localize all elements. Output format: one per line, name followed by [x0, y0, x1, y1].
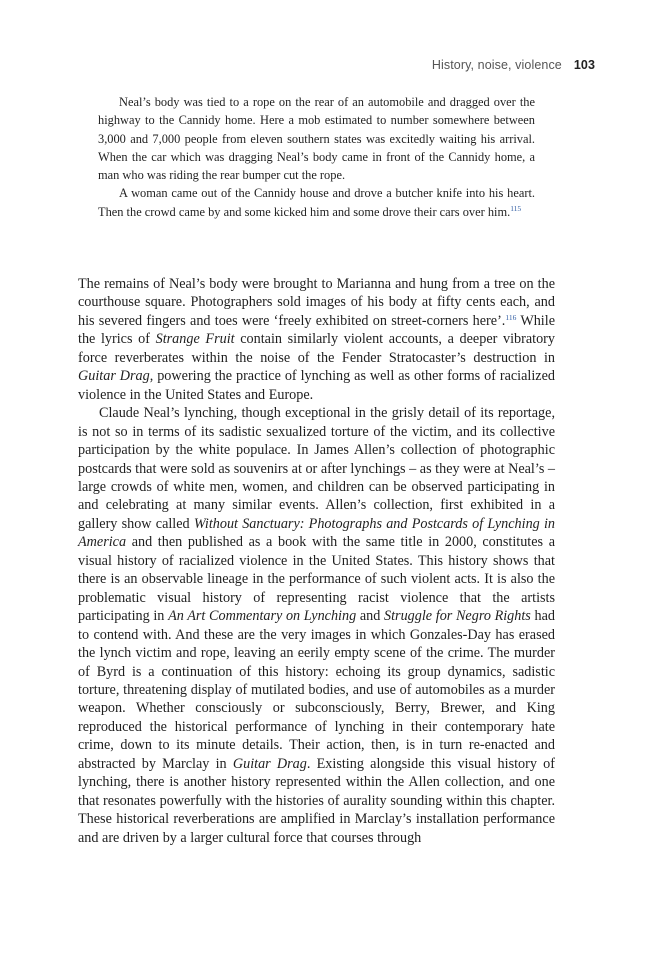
body-p2-e: . Existing alongside this visual history of lynching, there is another history represented within the Allen collection, and one that resonates powerfully with the histories of aurality sounding within this chapter. These historical reverberations are amplified in Marclay’s installation performance and are driven by a larger cultural force that courses through [78, 755, 555, 846]
body-p2-d: had to contend with. And these are the very images in which Gonzales-Day has erased the lynch victim and rope, leaving an eerily empty scene of the crime. The murder of Byrd is a continuation of this history: echoing its group dynamics, sadistic torture, threatening display of mutilated bodies, and use of automobiles as a murder weapon. Whether consciously or subconsciously, Berry, Brewer, and King reproduced the historical performance of lynching in their contemporary hate crime, down to its minute details. Their action, then, is in turn re-enacted and abstracted by Marclay in [78, 608, 555, 772]
body-p1-d: , powering the practice of lynching as well as other forms of racialized violence in the United States and Europe. [78, 368, 555, 403]
body-paragraph-2 [78, 404, 555, 847]
title-strange-fruit: Strange Fruit [155, 331, 235, 348]
body-p1-c: contain similarly violent accounts, a deeper vibratory force reverberates within the noise of the Fender Stratocaster’s destruction in [78, 331, 556, 366]
title-without-sanctuary: Without Sanctuary: Photographs and Postcards of Lynching in America [78, 515, 555, 551]
body-p2-a: Claude Neal’s lynching, though exceptional in the grisly detail of its reportage, is not so in terms of its sadistic sexualized torture of the victim, and its collective participation by the white populace. In James Allen’s collection of photographic postcards that were sold as souvenirs at or after lynchings – as they were at Neal’s – large crowds of white men, women, and children can be observed participating in and celebrating at many similar events. Allen’s collection, first exhibited in a gallery show called [78, 405, 555, 532]
title-guitar-drag-2: Guitar Drag [232, 755, 307, 772]
title-art-commentary: An Art Commentary on Lynching [168, 608, 357, 625]
quote-paragraph-1: Neal’s body was tied to a rope on the rear of an automobile and dragged over the highway to the Cannidy home. Here a mob estimated to number somewhere between 3,000 and 7,000 people from eleven southern states was excitedly waiting his arrival. When the car which was dragging Neal’s body came in front of the Cannidy home, a man who was riding the rear bumper cut the rope. [98, 95, 535, 183]
body-paragraph-1 [78, 275, 555, 404]
title-struggle-negro-rights: Struggle for Negro Rights [384, 608, 531, 625]
body-p1-a: The remains of Neal’s body were brought to Marianna and hung from a tree on the courthouse square. Photographers sold images of his body at fifty cents each, and his severed fingers and toes were ‘freely exhibited on street-corners here’. [78, 276, 555, 329]
body-p1-b: While the lyrics of [78, 312, 555, 348]
body-p2-b: and then published as a book with the same title in 2000, constitutes a visual history of racialized violence in the United States. This history shows that there is an observable lineage in the performance of such violent acts. It is also the problematic visual history of representing racist violence that the artists participating in [78, 534, 555, 625]
footnote-ref-116[interactable]: 116 [505, 312, 517, 322]
block-quote [98, 93, 535, 221]
main-text [78, 275, 555, 847]
footnote-ref-115[interactable]: 115 [510, 203, 522, 213]
body-p2-c: and [356, 608, 385, 625]
page-number: 103 [573, 58, 595, 72]
running-title: History, noise, violence [431, 58, 562, 72]
quote-paragraph-2 [98, 184, 535, 221]
running-head [78, 58, 595, 72]
title-guitar-drag: Guitar Drag [78, 368, 150, 385]
quote-paragraph-2-text: A woman came out of the Cannidy house and drove a butcher knife into his heart. Then the crowd came by and some kicked him and some drove their cars over him. [98, 186, 535, 219]
